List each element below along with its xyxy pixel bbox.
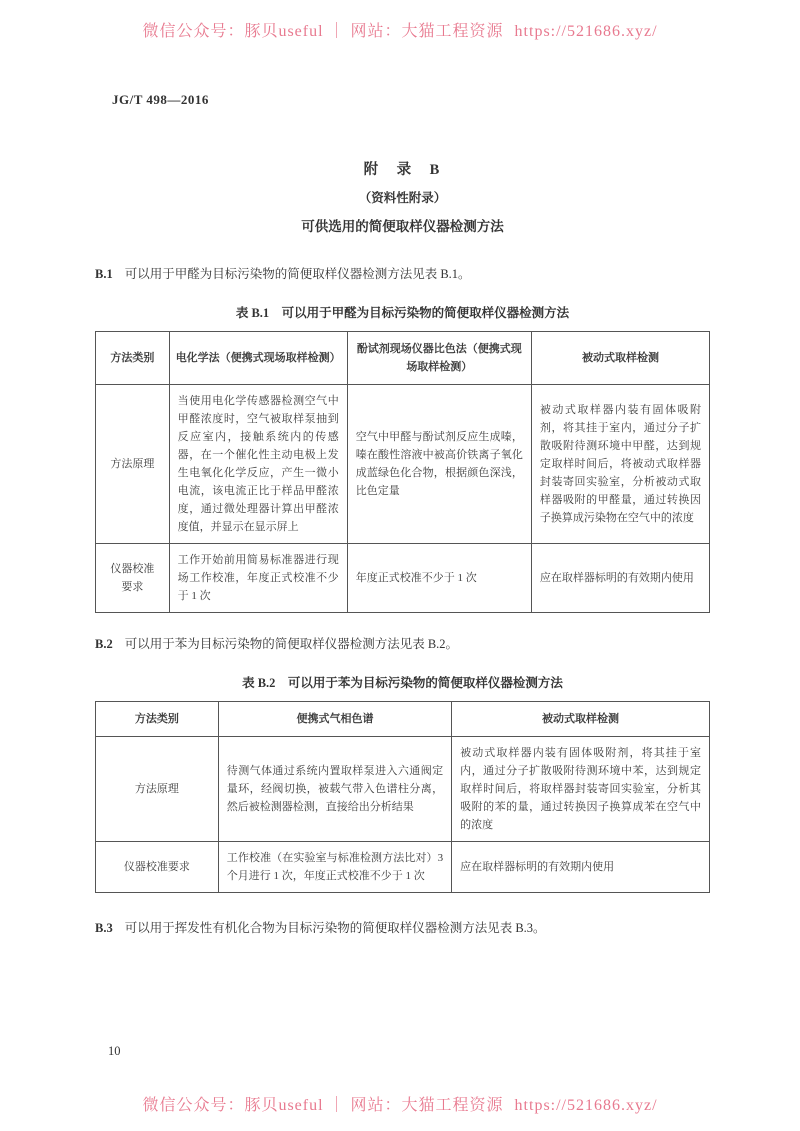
table-cell: 年度正式校准不少于 1 次	[347, 544, 531, 613]
table-header-cell: 被动式取样检测	[452, 702, 710, 737]
watermark-text: 微信公众号：豚贝useful ｜ 网站：大猫工程资源	[142, 1097, 504, 1114]
table-b2-caption: 表 B.2 可以用于苯为目标污染物的简便取样仪器检测方法	[242, 676, 563, 690]
doc-code: JG/T 498—2016	[112, 92, 209, 107]
clause-text: 可以用于挥发性有机化合物为目标污染物的简便取样仪器检测方法见表 B.3。	[124, 921, 546, 935]
table-cell: 应在取样器标明的有效期内使用	[531, 544, 709, 613]
table-row	[96, 842, 710, 893]
table-cell: 工作校准（在实验室与标准检测方法比对）3 个月进行 1 次，年度正式校准不少于 1 次	[218, 842, 451, 893]
clause-b2	[95, 635, 710, 653]
table-header-row	[96, 332, 710, 385]
table-header-cell: 方法类别	[96, 702, 219, 737]
clause-number: B.1	[95, 267, 113, 281]
watermark-text: 微信公众号：豚贝useful ｜ 网站：大猫工程资源	[142, 23, 504, 40]
watermark-link[interactable]: https://521686.xyz/	[514, 1097, 658, 1114]
table-cell: 工作开始前用简易标准器进行现场工作校准，年度正式校准不少于 1 次	[169, 544, 347, 613]
table-header-cell: 被动式取样检测	[531, 332, 709, 385]
table-header-cell: 便携式气相色谱	[218, 702, 451, 737]
appendix-title: 附 录 B	[363, 162, 442, 178]
row-label: 方法原理	[96, 385, 170, 544]
table-b1-caption: 表 B.1 可以用于甲醛为目标污染物的简便取样仪器检测方法	[235, 306, 570, 320]
table-header-cell: 方法类别	[96, 332, 170, 385]
clause-number: B.2	[95, 637, 113, 651]
table-row	[96, 737, 710, 842]
table-row	[96, 385, 710, 544]
page-number: 10	[108, 1044, 121, 1058]
table-row	[96, 544, 710, 613]
table-cell: 被动式取样器内装有固体吸附剂，将其挂于室内，通过分子扩散吸附待测环境中苯，达到规定取样时间后，将取样器封装寄回实验室，分析其吸附的苯的量，通过转换因子换算成苯在空气中的浓度	[452, 737, 710, 842]
table-header-cell: 酚试剂现场仪器比色法（便携式现场取样检测）	[347, 332, 531, 385]
table-cell: 应在取样器标明的有效期内使用	[452, 842, 710, 893]
table-cell: 待测气体通过系统内置取样泵进入六通阀定量环，经阀切换，被载气带入色谱柱分离，然后被检测器检测，直接给出分析结果	[218, 737, 451, 842]
table-cell: 当使用电化学传感器检测空气中甲醛浓度时，空气被取样泵抽到反应室内，接触系统内的传感器，在一个催化性主动电极上发生电氧化化学反应，产生一微小电流，该电流正比于样品甲醛浓度，通过微处理器计算出甲醛浓度值，并显示在显示屏上	[169, 385, 347, 544]
row-label: 仪器校准要求	[96, 842, 219, 893]
clause-b1	[95, 265, 710, 283]
table-cell: 被动式取样器内装有固体吸附剂，将其挂于室内，通过分子扩散吸附待测环境中甲醛，达到规定取样时间后，将被动式取样器封装寄回实验室，分析被动式取样器吸附的甲醛量，通过转换因子换算成污染物在空气中的浓度	[531, 385, 709, 544]
appendix-title-block	[95, 158, 710, 235]
watermark-top	[0, 18, 800, 41]
clause-b3	[95, 919, 710, 937]
table-b1	[95, 331, 710, 613]
page-content	[95, 158, 710, 937]
table-cell: 空气中甲醛与酚试剂反应生成嗪，嗪在酸性溶液中被高价铁离子氧化成蓝绿色化合物，根据颜色深浅，比色定量	[347, 385, 531, 544]
table-b2	[95, 701, 710, 893]
table-header-cell: 电化学法（便携式现场取样检测）	[169, 332, 347, 385]
clause-number: B.3	[95, 921, 113, 935]
clause-text: 可以用于苯为目标污染物的简便取样仪器检测方法见表 B.2。	[124, 637, 459, 651]
watermark-link[interactable]: https://521686.xyz/	[514, 23, 658, 40]
appendix-heading: 可供选用的简便取样仪器检测方法	[301, 219, 504, 234]
appendix-subtitle: （资料性附录）	[358, 191, 447, 205]
clause-text: 可以用于甲醛为目标污染物的简便取样仪器检测方法见表 B.1。	[124, 267, 471, 281]
row-label: 方法原理	[96, 737, 219, 842]
table-header-row	[96, 702, 710, 737]
row-label: 仪器校准要求	[96, 544, 170, 613]
watermark-bottom	[0, 1092, 800, 1115]
